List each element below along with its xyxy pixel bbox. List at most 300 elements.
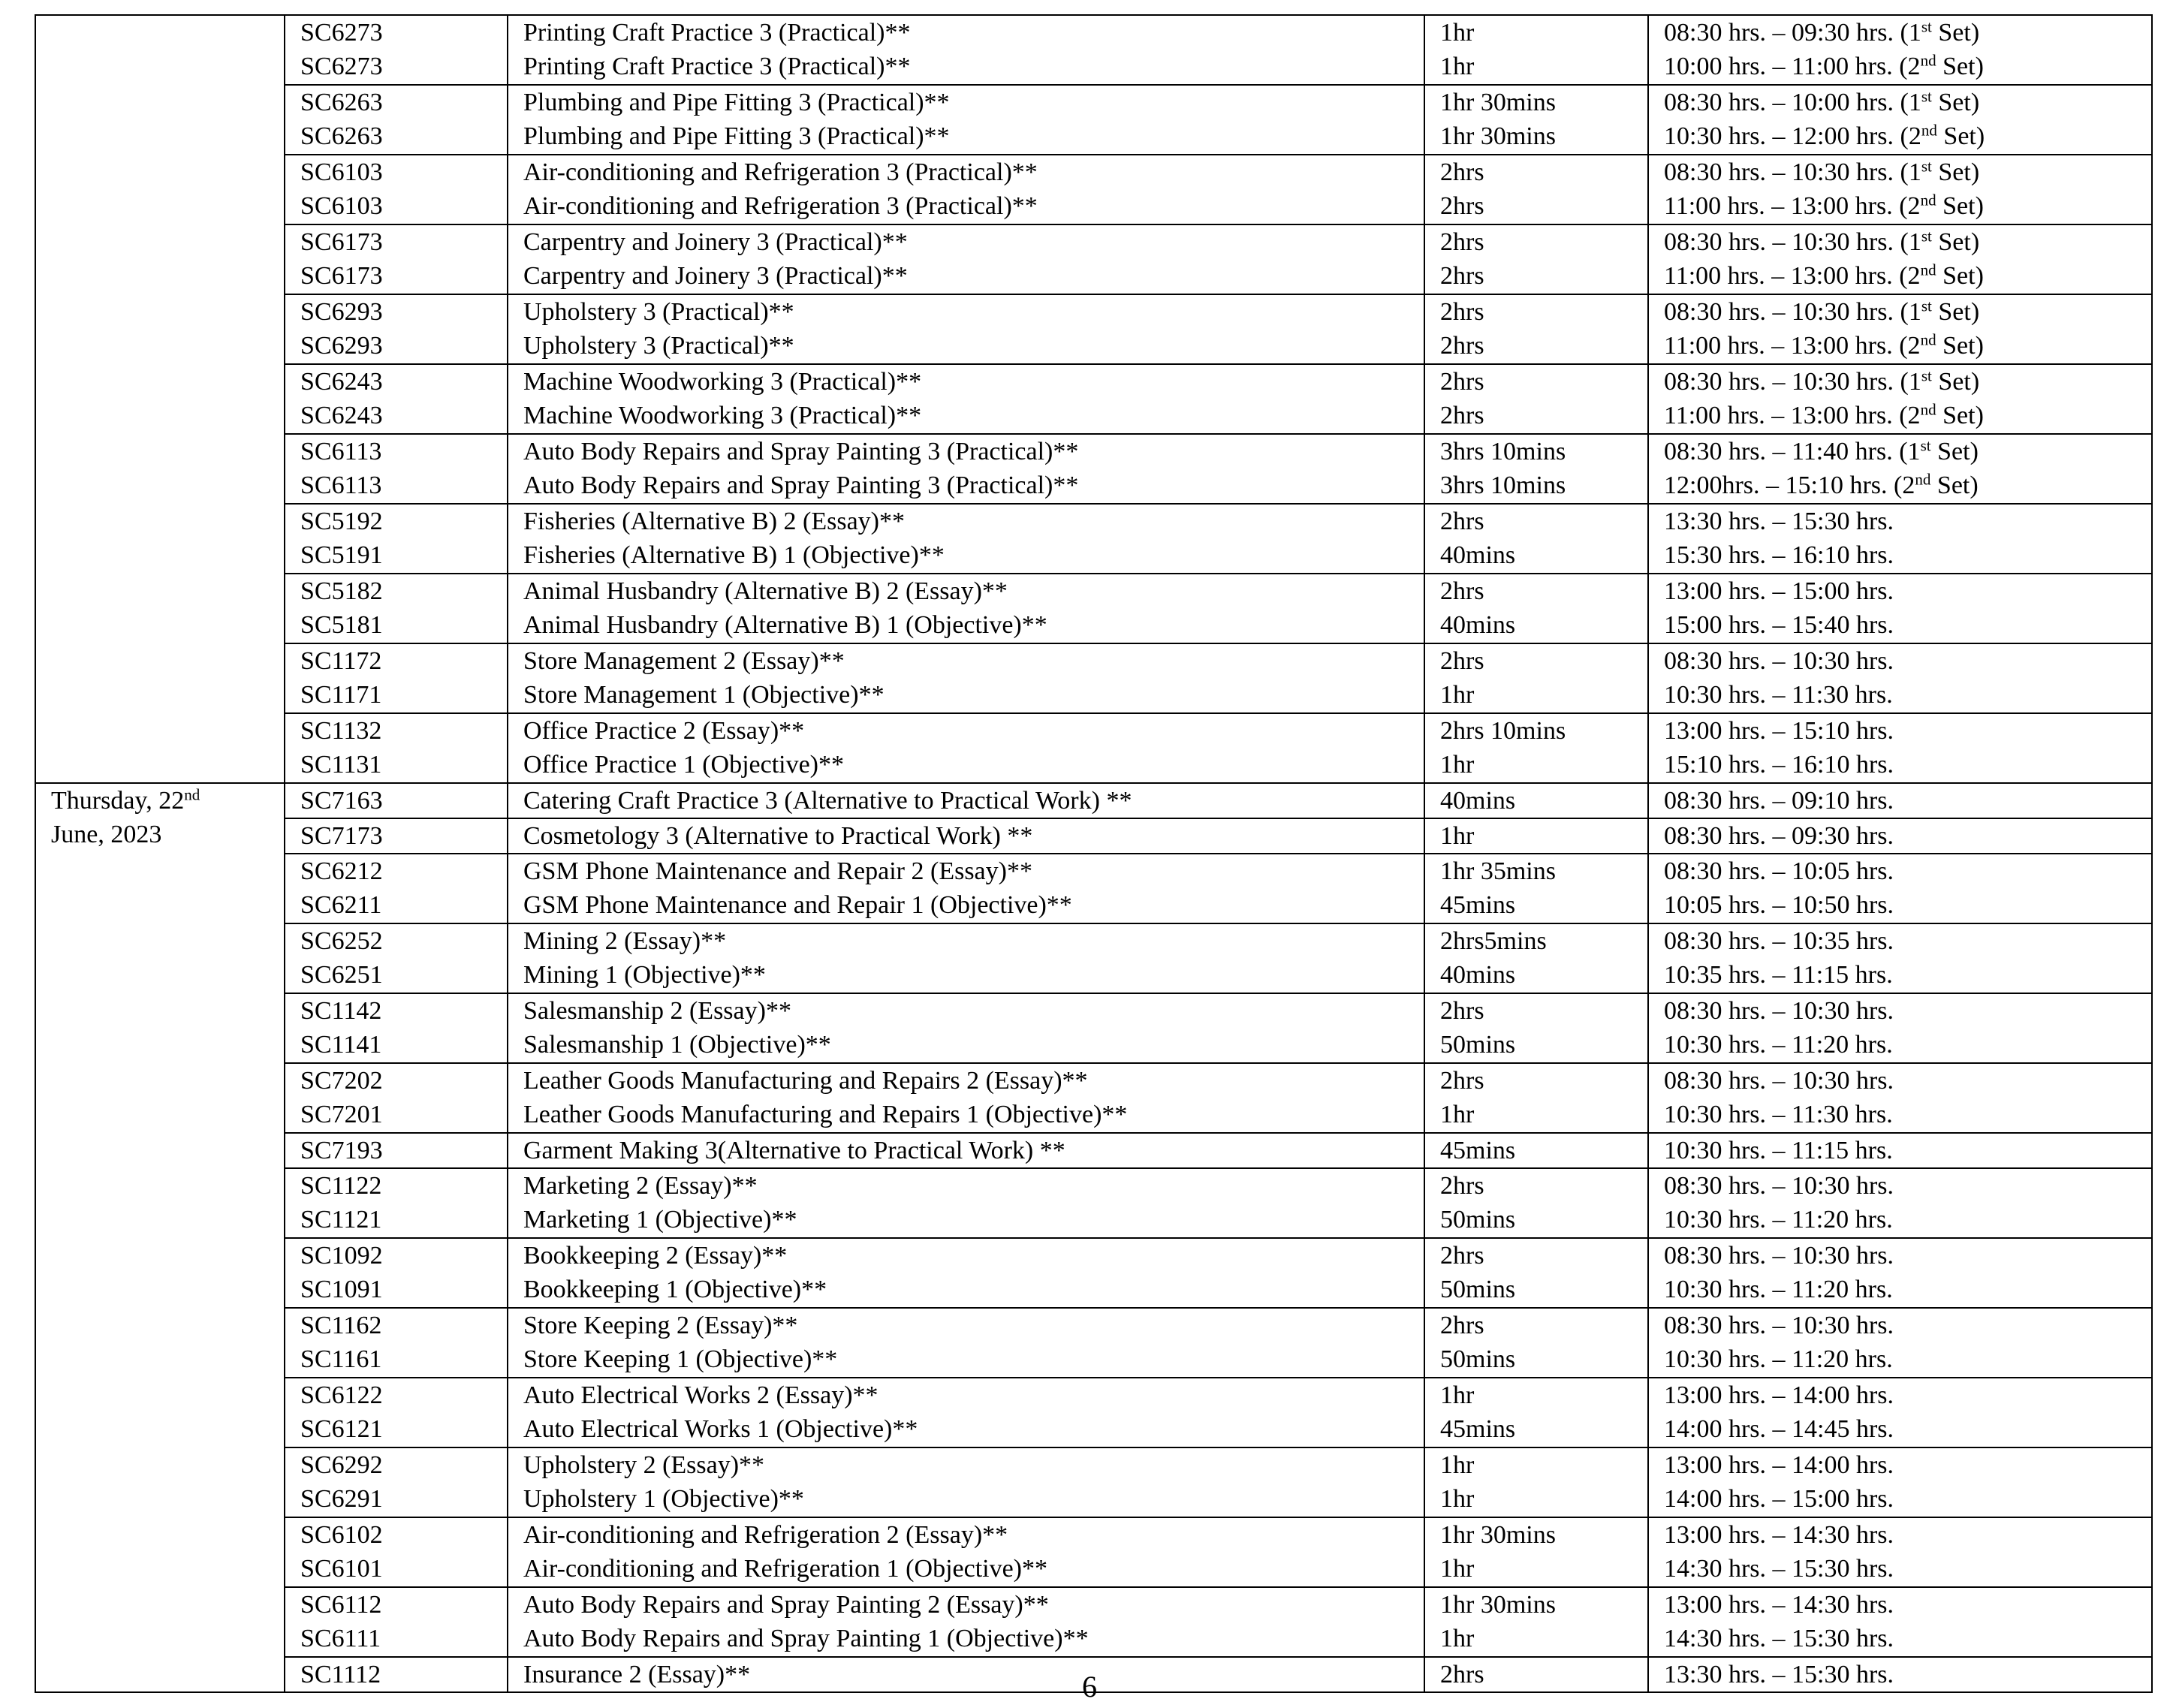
paper-code: SC1091: [300, 1276, 383, 1303]
paper-code: SC6293: [300, 298, 383, 326]
paper-code: SC1172: [300, 647, 382, 675]
duration-value: 1hr: [1440, 1101, 1475, 1128]
time-cell: [1648, 783, 2152, 818]
time-range: [1664, 86, 2136, 119]
duration-value: 2hrs: [1440, 158, 1484, 186]
subject-name: Cosmetology 3 (Alternative to Practical Work) **: [523, 822, 1033, 850]
paper-code: SC6292: [300, 1451, 383, 1479]
exam-group-row: [35, 224, 2152, 294]
time-range: 13:00 hrs. – 14:30 hrs.: [1664, 1521, 1894, 1549]
duration-value: 1hr 30mins: [1440, 1521, 1556, 1549]
subject-cell: [508, 993, 1424, 1063]
duration-value: 2hrs: [1440, 1312, 1484, 1339]
paper-code: SC5192: [300, 508, 383, 535]
time-range: 08:30 hrs. – 10:05 hrs.: [1664, 857, 1894, 885]
time-range: [1664, 468, 2136, 502]
set-label: Set): [1931, 298, 1980, 326]
subject-cell: [508, 504, 1424, 574]
paper-code-cell: [285, 504, 508, 574]
set-label: Set): [1931, 19, 1980, 47]
duration-value: 1hr: [1440, 1451, 1475, 1479]
time-cell: [1648, 574, 2152, 643]
time-range: 10:30 hrs. – 11:30 hrs.: [1664, 1101, 1893, 1128]
set-label: Set): [1936, 262, 1984, 290]
duration-value: 2hrs: [1440, 228, 1484, 256]
time-range: 08:30 hrs. – 09:10 hrs.: [1664, 787, 1894, 815]
exam-group-row: [35, 643, 2152, 713]
paper-code: SC1171: [300, 681, 382, 709]
time-range: 08:30 hrs. – 10:35 hrs.: [1664, 927, 1894, 955]
time-range-text: 08:30 hrs. – 10:30 hrs. (1: [1664, 368, 1921, 396]
subject-name: GSM Phone Maintenance and Repair 1 (Objective)**: [523, 891, 1072, 919]
time-range: [1664, 50, 2136, 83]
subject-cell: [508, 1447, 1424, 1517]
set-ordinal-suffix: nd: [1921, 121, 1937, 140]
subject-name: Leather Goods Manufacturing and Repairs 2 (Essay)**: [523, 1067, 1088, 1095]
set-ordinal-suffix: st: [1921, 297, 1932, 315]
time-cell: [1648, 818, 2152, 854]
duration-value: 2hrs: [1440, 402, 1484, 429]
duration-cell: [1424, 1238, 1648, 1308]
time-range-text: 11:00 hrs. – 13:00 hrs. (2: [1664, 402, 1921, 429]
subject-name: Upholstery 1 (Objective)**: [523, 1485, 804, 1513]
exam-group-row: [35, 15, 2152, 85]
duration-value: 1hr: [1440, 751, 1475, 779]
time-range: 10:30 hrs. – 11:20 hrs.: [1664, 1206, 1893, 1234]
subject-name: Marketing 2 (Essay)**: [523, 1172, 758, 1200]
subject-cell: [508, 713, 1424, 783]
duration-cell: [1424, 574, 1648, 643]
time-range: [1664, 119, 2136, 153]
duration-value: 40mins: [1440, 611, 1516, 639]
duration-value: 50mins: [1440, 1276, 1516, 1303]
duration-value: 2hrs: [1440, 298, 1484, 326]
paper-code: SC6113: [300, 438, 382, 465]
subject-name: Air-conditioning and Refrigeration 1 (Objective)**: [523, 1555, 1047, 1583]
set-ordinal-suffix: st: [1921, 366, 1932, 385]
duration-value: 2hrs: [1440, 192, 1484, 220]
duration-value: 1hr: [1440, 1485, 1475, 1513]
set-ordinal-suffix: nd: [1920, 400, 1936, 419]
time-range: 13:30 hrs. – 15:30 hrs.: [1664, 508, 1894, 535]
subject-name: Carpentry and Joinery 3 (Practical)**: [523, 228, 908, 256]
duration-value: 2hrs5mins: [1440, 927, 1547, 955]
paper-code: SC6293: [300, 332, 383, 360]
paper-code: SC7173: [300, 822, 383, 850]
duration-value: 50mins: [1440, 1345, 1516, 1373]
time-range: 13:00 hrs. – 14:30 hrs.: [1664, 1591, 1894, 1619]
duration-value: 40mins: [1440, 961, 1516, 989]
exam-group-row: [35, 364, 2152, 434]
time-cell: [1648, 224, 2152, 294]
paper-code-cell: [285, 1238, 508, 1308]
paper-code-cell: [285, 294, 508, 364]
exam-date-cell: [35, 783, 285, 1692]
subject-name: Salesmanship 2 (Essay)**: [523, 997, 791, 1025]
exam-group-row: [35, 1587, 2152, 1657]
time-range-text: 08:30 hrs. – 10:00 hrs. (1: [1664, 89, 1921, 116]
duration-value: 1hr: [1440, 1625, 1475, 1652]
subject-name: Auto Electrical Works 1 (Objective)**: [523, 1415, 918, 1443]
duration-value: 3hrs 10mins: [1440, 471, 1566, 499]
exam-group-row: [35, 1447, 2152, 1517]
subject-name: Auto Body Repairs and Spray Painting 1 (Objective)**: [523, 1625, 1089, 1652]
set-ordinal-suffix: nd: [1915, 470, 1931, 489]
duration-cell: [1424, 155, 1648, 224]
exam-group-row: [35, 574, 2152, 643]
time-range: 13:30 hrs. – 15:30 hrs.: [1664, 1661, 1894, 1688]
exam-group-row: [35, 783, 2152, 818]
subject-cell: [508, 1517, 1424, 1587]
duration-cell: [1424, 643, 1648, 713]
duration-value: 1hr 30mins: [1440, 89, 1556, 116]
time-range: 15:10 hrs. – 16:10 hrs.: [1664, 751, 1894, 779]
time-range: 14:00 hrs. – 15:00 hrs.: [1664, 1485, 1894, 1513]
subject-cell: [508, 434, 1424, 504]
paper-code-cell: [285, 854, 508, 923]
subject-name: Upholstery 3 (Practical)**: [523, 298, 794, 326]
time-range: 14:00 hrs. – 14:45 hrs.: [1664, 1415, 1894, 1443]
subject-cell: [508, 364, 1424, 434]
time-cell: [1648, 155, 2152, 224]
paper-code: SC6211: [300, 891, 382, 919]
paper-code-cell: [285, 1587, 508, 1657]
subject-name: Machine Woodworking 3 (Practical)**: [523, 402, 922, 429]
subject-cell: [508, 294, 1424, 364]
time-range: 08:30 hrs. – 10:30 hrs.: [1664, 1067, 1894, 1095]
duration-cell: [1424, 818, 1648, 854]
duration-cell: [1424, 224, 1648, 294]
paper-code: SC6173: [300, 262, 383, 290]
time-range-text: 08:30 hrs. – 11:40 hrs. (1: [1664, 438, 1921, 465]
duration-cell: [1424, 854, 1648, 923]
time-cell: [1648, 923, 2152, 993]
paper-code: SC6251: [300, 961, 383, 989]
subject-name: Garment Making 3(Alternative to Practical Work) **: [523, 1137, 1065, 1164]
time-range: 08:30 hrs. – 10:30 hrs.: [1664, 997, 1894, 1025]
paper-code: SC1142: [300, 997, 382, 1025]
exam-date-cell: [35, 15, 285, 783]
time-cell: [1648, 1378, 2152, 1447]
subject-name: Air-conditioning and Refrigeration 3 (Practical)**: [523, 192, 1038, 220]
paper-code-cell: [285, 574, 508, 643]
duration-value: 2hrs: [1440, 262, 1484, 290]
paper-code: SC7202: [300, 1067, 383, 1095]
time-cell: [1648, 15, 2152, 85]
paper-code: SC5181: [300, 611, 383, 639]
subject-name: Fisheries (Alternative B) 2 (Essay)**: [523, 508, 905, 535]
subject-name: Mining 2 (Essay)**: [523, 927, 727, 955]
paper-code-cell: [285, 1308, 508, 1378]
time-cell: [1648, 643, 2152, 713]
duration-value: 45mins: [1440, 1137, 1516, 1164]
subject-name: Fisheries (Alternative B) 1 (Objective)**: [523, 541, 945, 569]
subject-name: Auto Body Repairs and Spray Painting 3 (Practical)**: [523, 438, 1079, 465]
time-cell: [1648, 504, 2152, 574]
subject-name: Marketing 1 (Objective)**: [523, 1206, 797, 1234]
time-range-text: 08:30 hrs. – 10:30 hrs. (1: [1664, 298, 1921, 326]
time-range-text: 10:30 hrs. – 12:00 hrs. (2: [1664, 122, 1921, 150]
paper-code-cell: [285, 713, 508, 783]
paper-code: SC6291: [300, 1485, 383, 1513]
paper-code-cell: [285, 1517, 508, 1587]
time-range: 13:00 hrs. – 14:00 hrs.: [1664, 1451, 1894, 1479]
time-range: 15:30 hrs. – 16:10 hrs.: [1664, 541, 1894, 569]
paper-code: SC6263: [300, 89, 383, 116]
paper-code: SC6243: [300, 368, 383, 396]
duration-value: 1hr: [1440, 19, 1475, 47]
paper-code-cell: [285, 1133, 508, 1168]
set-label: Set): [1931, 228, 1980, 256]
set-ordinal-suffix: nd: [1920, 191, 1936, 209]
subject-name: Store Management 2 (Essay)**: [523, 647, 845, 675]
duration-value: 2hrs 10mins: [1440, 717, 1566, 745]
exam-group-row: [35, 1378, 2152, 1447]
exam-group-row: [35, 1308, 2152, 1378]
subject-name: Upholstery 3 (Practical)**: [523, 332, 794, 360]
subject-name: Leather Goods Manufacturing and Repairs 1 (Objective)**: [523, 1101, 1128, 1128]
paper-code-cell: [285, 1063, 508, 1133]
subject-name: Auto Body Repairs and Spray Painting 2 (Essay)**: [523, 1591, 1049, 1619]
time-cell: [1648, 85, 2152, 155]
exam-date-line: [51, 784, 269, 818]
time-cell: [1648, 1308, 2152, 1378]
subject-cell: [508, 224, 1424, 294]
paper-code: SC6102: [300, 1521, 383, 1549]
duration-cell: [1424, 1133, 1648, 1168]
time-range: 10:30 hrs. – 11:20 hrs.: [1664, 1031, 1893, 1059]
set-label: Set): [1931, 89, 1980, 116]
paper-code: SC6252: [300, 927, 383, 955]
time-range-text: 08:30 hrs. – 10:30 hrs. (1: [1664, 158, 1921, 186]
duration-value: 2hrs: [1440, 508, 1484, 535]
time-cell: [1648, 1517, 2152, 1587]
time-range: 08:30 hrs. – 10:30 hrs.: [1664, 1312, 1894, 1339]
time-range-text: 12:00hrs. – 15:10 hrs. (2: [1664, 471, 1915, 499]
time-range: [1664, 399, 2136, 432]
paper-code: SC1122: [300, 1172, 382, 1200]
subject-cell: [508, 15, 1424, 85]
duration-value: 2hrs: [1440, 577, 1484, 605]
paper-code-cell: [285, 643, 508, 713]
subject-cell: [508, 1378, 1424, 1447]
paper-code: SC6273: [300, 19, 383, 47]
paper-code: SC6112: [300, 1591, 382, 1619]
set-ordinal-suffix: nd: [1920, 330, 1936, 349]
set-ordinal-suffix: st: [1920, 436, 1931, 455]
paper-code-cell: [285, 1447, 508, 1517]
exam-group-row: [35, 818, 2152, 854]
subject-name: Upholstery 2 (Essay)**: [523, 1451, 765, 1479]
paper-code: SC6121: [300, 1415, 383, 1443]
paper-code: SC1112: [300, 1661, 381, 1688]
paper-code: SC6263: [300, 122, 383, 150]
duration-value: 2hrs: [1440, 368, 1484, 396]
time-cell: [1648, 854, 2152, 923]
duration-value: 1hr: [1440, 681, 1475, 709]
paper-code-cell: [285, 1378, 508, 1447]
duration-value: 3hrs 10mins: [1440, 438, 1566, 465]
subject-name: Air-conditioning and Refrigeration 3 (Practical)**: [523, 158, 1038, 186]
paper-code-cell: [285, 434, 508, 504]
timetable-body: [35, 15, 2152, 1692]
time-range: 15:00 hrs. – 15:40 hrs.: [1664, 611, 1894, 639]
paper-code: SC6173: [300, 228, 383, 256]
time-range: 10:30 hrs. – 11:15 hrs.: [1664, 1137, 1893, 1164]
paper-code-cell: [285, 993, 508, 1063]
paper-code: SC5191: [300, 541, 383, 569]
time-cell: [1648, 1587, 2152, 1657]
page-number: 6: [1082, 1670, 1097, 1703]
time-cell: [1648, 1133, 2152, 1168]
set-label: Set): [1931, 158, 1980, 186]
subject-cell: [508, 1168, 1424, 1238]
time-cell: [1648, 1447, 2152, 1517]
paper-code: SC7201: [300, 1101, 383, 1128]
subject-cell: [508, 818, 1424, 854]
duration-value: 40mins: [1440, 541, 1516, 569]
duration-value: 1hr: [1440, 822, 1475, 850]
time-range-text: 08:30 hrs. – 10:30 hrs. (1: [1664, 228, 1921, 256]
duration-cell: [1424, 294, 1648, 364]
subject-name: Auto Electrical Works 2 (Essay)**: [523, 1381, 879, 1409]
time-range: [1664, 189, 2136, 223]
time-range: 10:30 hrs. – 11:20 hrs.: [1664, 1276, 1893, 1303]
duration-cell: [1424, 1378, 1648, 1447]
time-cell: [1648, 1238, 2152, 1308]
subject-name: Insurance 2 (Essay)**: [523, 1661, 751, 1688]
set-label: Set): [1936, 53, 1984, 80]
paper-code: SC6122: [300, 1381, 383, 1409]
exam-group-row: [35, 1168, 2152, 1238]
time-cell: [1648, 364, 2152, 434]
subject-cell: [508, 85, 1424, 155]
time-range-text: 08:30 hrs. – 09:30 hrs. (1: [1664, 19, 1921, 47]
paper-code: SC5182: [300, 577, 383, 605]
paper-code: SC6103: [300, 158, 383, 186]
paper-code: SC6273: [300, 53, 383, 80]
time-range: [1664, 155, 2136, 189]
duration-cell: [1424, 1587, 1648, 1657]
set-label: Set): [1931, 368, 1980, 396]
subject-name: Mining 1 (Objective)**: [523, 961, 766, 989]
duration-value: 50mins: [1440, 1206, 1516, 1234]
set-label: Set): [1936, 122, 1985, 150]
subject-name: Carpentry and Joinery 3 (Practical)**: [523, 262, 908, 290]
paper-code-cell: [285, 224, 508, 294]
time-range: 14:30 hrs. – 15:30 hrs.: [1664, 1555, 1894, 1583]
paper-code-cell: [285, 364, 508, 434]
subject-cell: [508, 1587, 1424, 1657]
duration-cell: [1424, 783, 1648, 818]
set-label: Set): [1936, 402, 1984, 429]
subject-name: Animal Husbandry (Alternative B) 2 (Essay)**: [523, 577, 1008, 605]
subject-name: Plumbing and Pipe Fitting 3 (Practical)**: [523, 122, 950, 150]
subject-cell: [508, 854, 1424, 923]
duration-value: 2hrs: [1440, 1172, 1484, 1200]
duration-value: 2hrs: [1440, 1067, 1484, 1095]
time-range: 08:30 hrs. – 10:30 hrs.: [1664, 1172, 1894, 1200]
set-label: Set): [1936, 192, 1984, 220]
time-range: [1664, 435, 2136, 468]
subject-name: Auto Body Repairs and Spray Painting 3 (Practical)**: [523, 471, 1079, 499]
subject-cell: [508, 1133, 1424, 1168]
duration-value: 2hrs: [1440, 997, 1484, 1025]
time-range-text: 10:00 hrs. – 11:00 hrs. (2: [1664, 53, 1921, 80]
set-ordinal-suffix: st: [1921, 157, 1932, 176]
paper-code: SC1132: [300, 717, 382, 745]
subject-name: Printing Craft Practice 3 (Practical)**: [523, 53, 911, 80]
time-cell: [1648, 993, 2152, 1063]
time-range: [1664, 365, 2136, 399]
set-ordinal-suffix: st: [1921, 87, 1932, 106]
exam-group-row: [35, 993, 2152, 1063]
subject-name: Bookkeeping 1 (Objective)**: [523, 1276, 827, 1303]
duration-cell: [1424, 1063, 1648, 1133]
subject-name: Store Keeping 2 (Essay)**: [523, 1312, 798, 1339]
subject-name: Store Keeping 1 (Objective)**: [523, 1345, 838, 1373]
duration-cell: [1424, 1447, 1648, 1517]
time-range-text: 11:00 hrs. – 13:00 hrs. (2: [1664, 332, 1921, 360]
subject-name: GSM Phone Maintenance and Repair 2 (Essay)**: [523, 857, 1032, 885]
time-range: 10:05 hrs. – 10:50 hrs.: [1664, 891, 1894, 919]
subject-name: Catering Craft Practice 3 (Alternative to Practical Work) **: [523, 787, 1132, 815]
duration-value: 1hr 35mins: [1440, 857, 1556, 885]
duration-cell: [1424, 713, 1648, 783]
exam-group-row: [35, 504, 2152, 574]
duration-cell: [1424, 434, 1648, 504]
exam-group-row: [35, 294, 2152, 364]
subject-cell: [508, 155, 1424, 224]
paper-code-cell: [285, 1168, 508, 1238]
subject-name: Printing Craft Practice 3 (Practical)**: [523, 19, 911, 47]
duration-value: 1hr: [1440, 1555, 1475, 1583]
paper-code-cell: [285, 85, 508, 155]
subject-name: Air-conditioning and Refrigeration 2 (Essay)**: [523, 1521, 1008, 1549]
duration-cell: [1424, 1517, 1648, 1587]
set-label: Set): [1930, 471, 1979, 499]
set-ordinal-suffix: nd: [1920, 261, 1936, 279]
set-ordinal-suffix: st: [1921, 17, 1932, 36]
time-range: 10:30 hrs. – 11:20 hrs.: [1664, 1345, 1893, 1373]
set-ordinal-suffix: st: [1921, 227, 1932, 246]
time-cell: [1648, 1063, 2152, 1133]
set-label: Set): [1930, 438, 1979, 465]
paper-code-cell: [285, 155, 508, 224]
paper-code: SC6243: [300, 402, 383, 429]
paper-code: SC6103: [300, 192, 383, 220]
time-range-text: 11:00 hrs. – 13:00 hrs. (2: [1664, 192, 1921, 220]
duration-value: 40mins: [1440, 787, 1516, 815]
subject-cell: [508, 574, 1424, 643]
duration-value: 1hr 30mins: [1440, 1591, 1556, 1619]
paper-code: SC6212: [300, 857, 383, 885]
exam-group-row: [35, 155, 2152, 224]
exam-group-row: [35, 1238, 2152, 1308]
subject-name: Office Practice 1 (Objective)**: [523, 751, 845, 779]
subject-cell: [508, 1063, 1424, 1133]
time-cell: [1648, 1168, 2152, 1238]
paper-code: SC1121: [300, 1206, 382, 1234]
exam-group-row: [35, 854, 2152, 923]
exam-group-row: [35, 1133, 2152, 1168]
subject-cell: [508, 1308, 1424, 1378]
time-range: 10:30 hrs. – 11:30 hrs.: [1664, 681, 1893, 709]
duration-value: 2hrs: [1440, 1661, 1484, 1688]
duration-cell: [1424, 364, 1648, 434]
paper-code: SC1131: [300, 751, 382, 779]
exam-date-day: Thursday, 22: [51, 787, 185, 815]
